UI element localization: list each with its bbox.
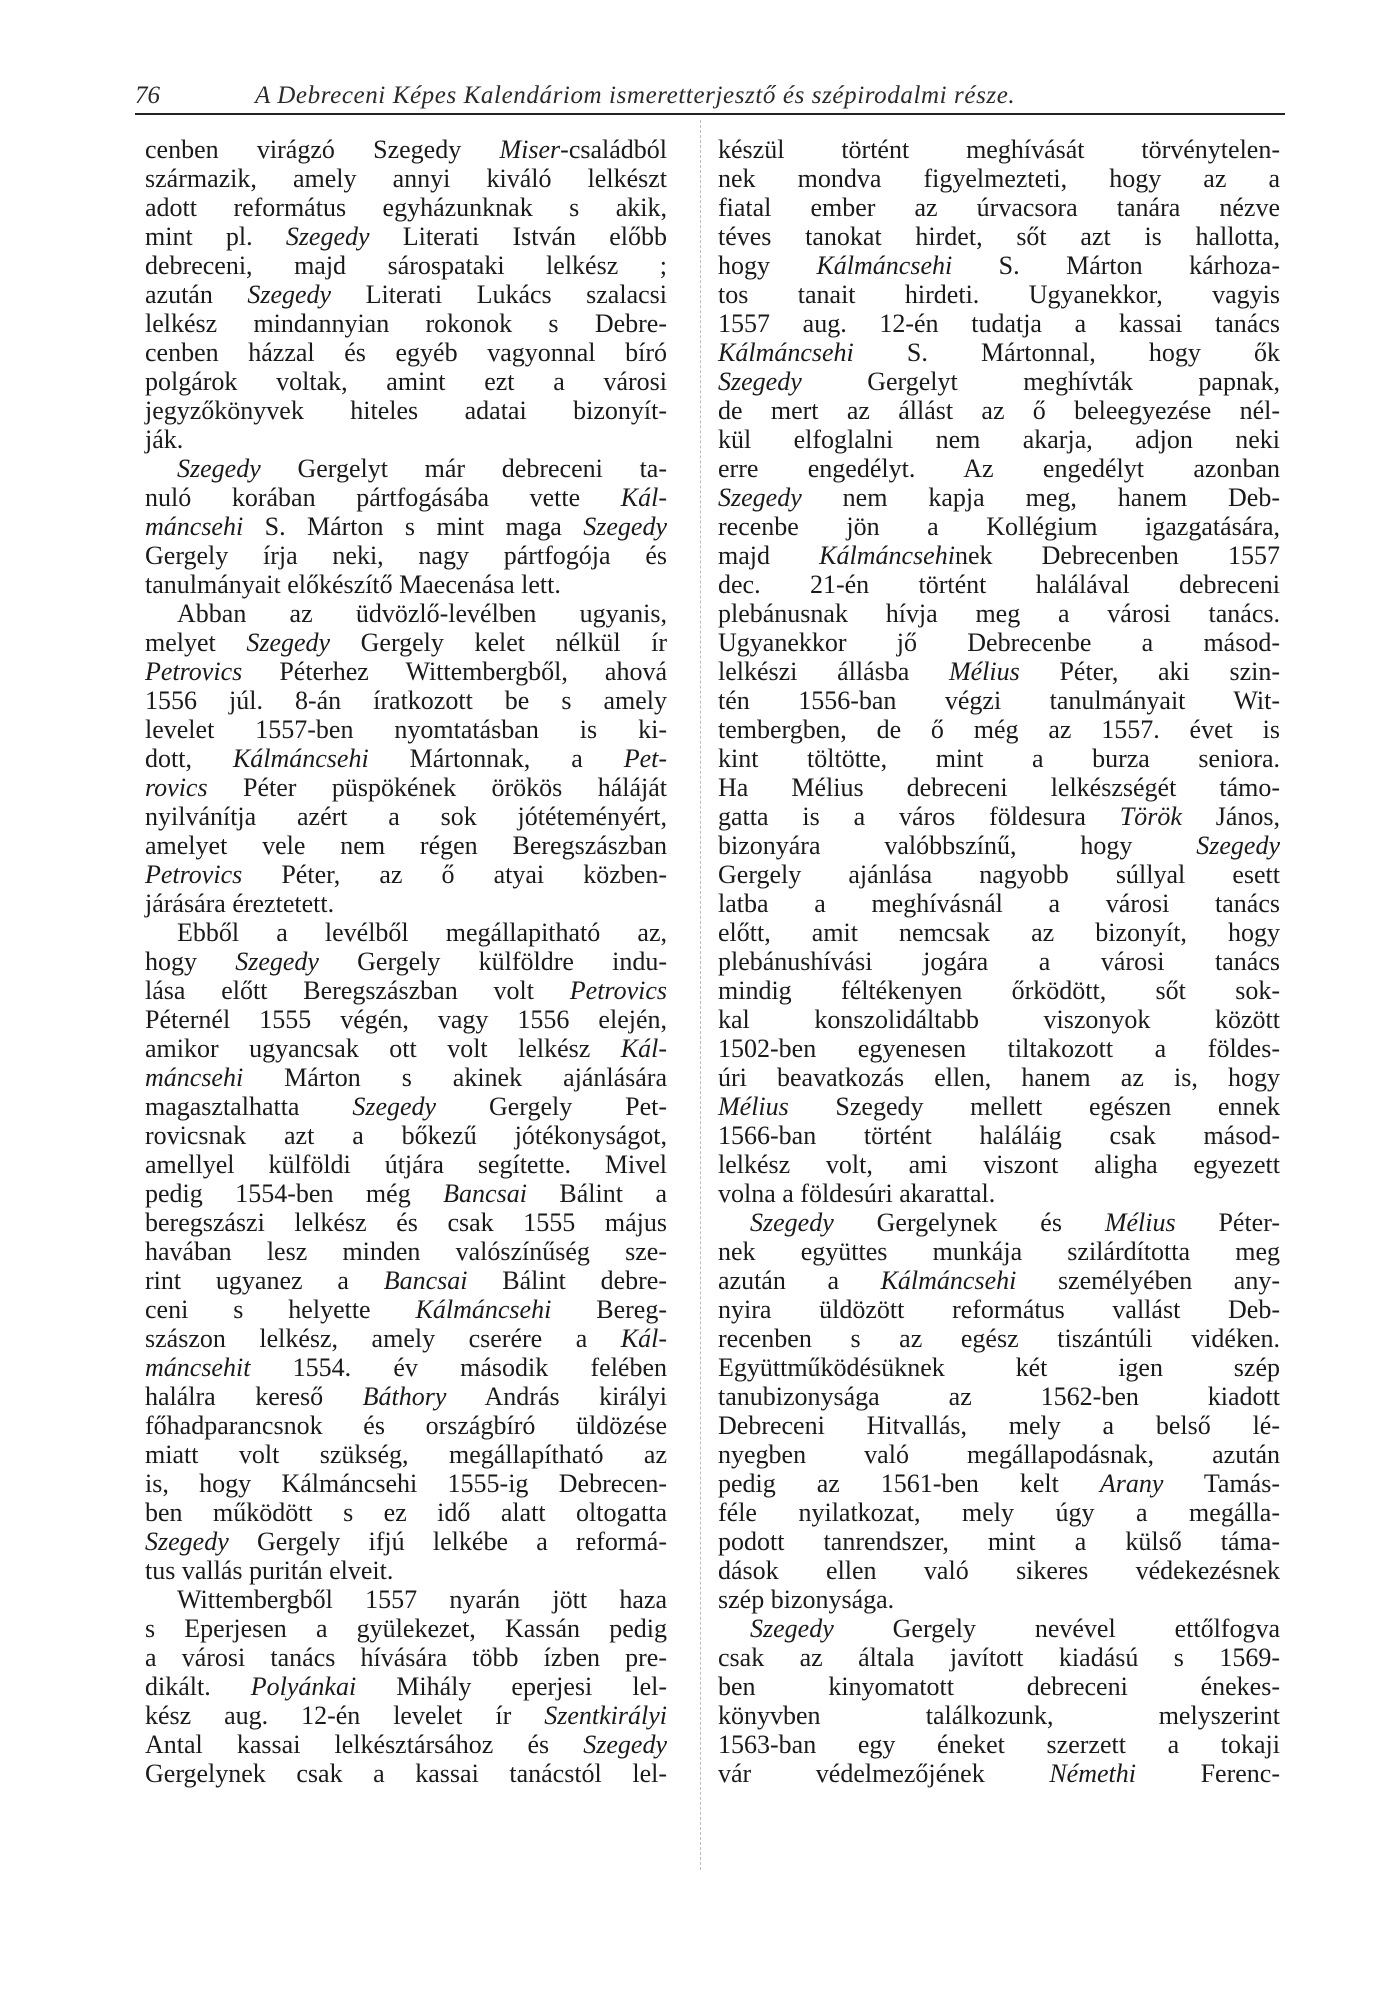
text-segment: Gergelynek csak a kassai tanácstól lel-: [145, 1759, 667, 1788]
text-segment: plebánushívási jogára a városi tanács: [718, 947, 1280, 976]
text-line: [145, 1411, 667, 1440]
text-segment: latba a meghívásnál a városi tanács: [718, 889, 1280, 918]
text-line: [145, 1643, 667, 1672]
text-segment: Gergely ajánlása nagyobb súllyal esett: [718, 860, 1280, 889]
text-segment: amelyet vele nem régen Beregszászban: [145, 831, 667, 860]
text-segment: személyében any-: [1016, 1266, 1280, 1295]
text-segment: bizonyára valóbbszínű, hogy: [718, 831, 1197, 860]
text-segment: nyilvánítja azért a sok jótéteményért,: [145, 802, 667, 831]
text-segment: nek együttes munkája szilárdította meg: [718, 1237, 1280, 1266]
text-line: [145, 338, 667, 367]
italic-name: Bancsai: [383, 1266, 468, 1295]
text-segment: miatt volt szükség, megállapítható az: [145, 1440, 667, 1469]
text-line: [718, 193, 1280, 222]
text-line: [145, 1469, 667, 1498]
italic-name: Petrovics: [145, 860, 243, 889]
text-segment: levelet 1557-ben nyomtatásban is ki-: [145, 715, 667, 744]
text-line: [145, 1440, 667, 1469]
text-line: [145, 1614, 667, 1643]
text-line: [145, 1701, 667, 1730]
text-line: [145, 1092, 667, 1121]
text-line: [145, 309, 667, 338]
text-line: [718, 1382, 1280, 1411]
text-segment: tus vallás puritán elveit.: [145, 1556, 394, 1585]
running-title: A Debreceni Képes Kalendáriom ismeretterjesztő és szépirodalmi része.: [255, 82, 1016, 109]
text-segment: azután a: [718, 1266, 881, 1295]
italic-name: Kálmáncsehi: [718, 338, 854, 367]
italic-name: Mélius: [718, 1092, 789, 1121]
text-segment: főhadparancsnok és országbíró üldözése: [145, 1411, 667, 1440]
text-segment: nyira üldözött református vallást Deb-: [718, 1295, 1280, 1324]
text-line: [718, 1585, 1280, 1614]
text-segment: Péternél 1555 végén, vagy 1556 elején,: [145, 1005, 667, 1034]
text-segment: podott tanrendszer, mint a külső táma-: [718, 1527, 1280, 1556]
italic-name: máncsehi: [145, 1063, 244, 1092]
text-segment: majd: [718, 541, 820, 570]
text-segment: Péter, az ő atyai közben-: [242, 860, 667, 889]
text-segment: tanubizonysága az 1562-ben kiadott: [718, 1382, 1280, 1411]
text-line: [718, 860, 1280, 889]
text-segment: Bereg-: [551, 1295, 667, 1324]
text-line: [718, 1353, 1280, 1382]
text-line: [145, 976, 667, 1005]
text-segment: ják.: [145, 425, 184, 454]
text-segment: járására éreztetett.: [145, 889, 335, 918]
italic-name: Kálmáncsehi: [816, 251, 953, 280]
text-segment: 1557 aug. 12-én tudatja a kassai tanács: [718, 309, 1280, 338]
text-line: [145, 570, 667, 599]
text-line: [145, 1556, 667, 1585]
text-line: [718, 1208, 1280, 1237]
text-line: [145, 918, 667, 947]
italic-name: Szegedy: [718, 367, 802, 396]
text-segment: Gergely Pet-: [436, 1092, 667, 1121]
text-segment: Péterhez Wittembergből, ahová: [242, 657, 667, 686]
text-line: [145, 512, 667, 541]
text-segment: mindig féltékenyen őrködött, sőt sok-: [718, 976, 1280, 1005]
text-line: [145, 1237, 667, 1266]
text-segment: Együttműködésüknek két igen szép: [718, 1353, 1280, 1382]
italic-name: Petrovics: [569, 976, 667, 1005]
text-segment: lelkészi állásba: [718, 657, 949, 686]
text-line: [718, 512, 1280, 541]
text-segment: a városi tanács hívására több ízben pre-: [145, 1643, 667, 1672]
italic-name: Kálmáncsehi: [232, 744, 369, 773]
text-line: [718, 454, 1280, 483]
text-line: [718, 686, 1280, 715]
italic-name: Szegedy: [1196, 831, 1280, 860]
text-line: [718, 628, 1280, 657]
text-line: [718, 1005, 1280, 1034]
text-segment: Szegedy mellett egészen ennek: [788, 1092, 1280, 1121]
text-line: [718, 599, 1280, 628]
text-line: [718, 425, 1280, 454]
text-line: [145, 947, 667, 976]
italic-name: Szegedy: [285, 222, 370, 251]
text-line: [718, 367, 1280, 396]
text-line: [718, 1469, 1280, 1498]
text-line: [718, 1411, 1280, 1440]
text-segment: szászon lelkész, amely cserére a: [145, 1324, 621, 1353]
text-line: [145, 483, 667, 512]
italic-name: Szegedy: [235, 947, 319, 976]
text-line: [145, 1005, 667, 1034]
text-line: [145, 1498, 667, 1527]
text-segment: nuló korában pártfogásába vette: [145, 483, 621, 512]
italic-name: Szegedy: [247, 280, 332, 309]
text-segment: tos tanait hirdeti. Ugyanekkor, vagyis: [718, 280, 1280, 309]
text-line: [145, 222, 667, 251]
text-line: [145, 1063, 667, 1092]
italic-name: Szegedy: [246, 628, 331, 657]
italic-name: Szegedy: [583, 1730, 667, 1759]
italic-name: Petrovics: [145, 657, 243, 686]
text-line: [718, 309, 1280, 338]
text-segment: Literati István előbb: [369, 222, 667, 251]
text-line: [145, 1034, 667, 1063]
left-column: [145, 135, 667, 1788]
text-segment: Tamás-: [1163, 1469, 1280, 1498]
text-line: [718, 1324, 1280, 1353]
text-segment: amikor ugyancsak ott volt lelkész: [145, 1034, 621, 1063]
text-line: [145, 135, 667, 164]
text-segment: Gergely külföldre indu-: [318, 947, 667, 976]
italic-name: Szegedy: [750, 1614, 834, 1643]
text-line: [718, 164, 1280, 193]
text-segment: Ebből a levélből megállapitható az,: [177, 918, 667, 947]
text-line: [718, 396, 1280, 425]
text-line: [145, 599, 667, 628]
italic-name: Mélius: [948, 657, 1020, 686]
text-line: [145, 802, 667, 831]
text-segment: tembergben, de ő még az 1557. évet is: [718, 715, 1280, 744]
text-segment: Antal kassai lelkésztársához és: [145, 1730, 584, 1759]
text-line: [145, 628, 667, 657]
text-segment: előtt, amit nemcsak az bizonyít, hogy: [718, 918, 1280, 947]
text-line: [145, 1672, 667, 1701]
text-segment: Ferenc-: [1135, 1759, 1280, 1788]
italic-name: Kálmáncsehi: [415, 1295, 552, 1324]
text-line: [718, 976, 1280, 1005]
text-segment: 1566-ban történt haláláig csak másod-: [718, 1121, 1280, 1150]
text-segment: Péter-: [1175, 1208, 1281, 1237]
italic-name: Pet-: [623, 744, 668, 773]
italic-name: Szegedy: [145, 1527, 229, 1556]
text-segment: Gergely kelet nélkül ír: [330, 628, 667, 657]
text-segment: dott,: [145, 744, 233, 773]
text-line: [718, 222, 1280, 251]
text-line: [145, 1179, 667, 1208]
italic-name: Szegedy: [750, 1208, 834, 1237]
text-segment: dec. 21-én történt halálával debreceni: [718, 570, 1280, 599]
text-line: [718, 1295, 1280, 1324]
text-line: [145, 715, 667, 744]
text-line: [718, 570, 1280, 599]
text-segment: téves tanokat hirdet, sőt azt is hallotta,: [718, 222, 1280, 251]
text-segment: Literati Lukács szalacsi: [331, 280, 667, 309]
text-segment: nyegben való megállapodásnak, azután: [718, 1440, 1280, 1469]
text-line: [718, 1701, 1280, 1730]
text-segment: Bálint debre-: [467, 1266, 668, 1295]
text-segment: Gergelyt már debreceni ta-: [260, 454, 667, 483]
text-segment: kész aug. 12-én levelet ír: [145, 1701, 545, 1730]
text-segment: ben kinyomatott debreceni énekes-: [718, 1672, 1280, 1701]
text-line: [718, 1266, 1280, 1295]
text-line: [718, 1730, 1280, 1759]
text-line: [145, 1150, 667, 1179]
italic-name: Kálmáncsehi: [819, 541, 955, 570]
text-segment: erre engedélyt. Az engedélyt azonban: [718, 454, 1280, 483]
text-segment: mint pl.: [145, 222, 286, 251]
text-segment: halálra kereső: [145, 1382, 363, 1411]
text-segment: amellyel külföldi útjára segítette. Mivel: [145, 1150, 667, 1179]
text-line: [145, 367, 667, 396]
text-segment: beregszászi lelkész és csak 1555 május: [145, 1208, 667, 1237]
text-line: [718, 773, 1280, 802]
italic-name: Szentkirályi: [544, 1701, 667, 1730]
text-line: [718, 1063, 1280, 1092]
text-segment: melyet: [145, 628, 247, 657]
italic-name: Török: [1119, 802, 1182, 831]
text-segment: polgárok voltak, amint ezt a városi: [145, 367, 667, 396]
text-line: [718, 744, 1280, 773]
text-line: [145, 1759, 667, 1788]
text-segment: ceni s helyette: [145, 1295, 416, 1324]
text-segment: András királyi: [446, 1382, 667, 1411]
text-segment: kint töltötte, mint a burza seniora.: [718, 744, 1280, 773]
text-segment: 1563-ban egy éneket szerzett a tokaji: [718, 1730, 1280, 1759]
text-segment: nem kapja meg, hanem Deb-: [801, 483, 1280, 512]
text-line: [718, 1237, 1280, 1266]
text-line: [718, 338, 1280, 367]
text-segment: rovicsnak azt a bőkezű jótékonyságot,: [145, 1121, 667, 1150]
italic-name: Kál-: [620, 1034, 667, 1063]
text-line: [718, 1498, 1280, 1527]
running-header: [135, 82, 1285, 112]
text-line: [718, 280, 1280, 309]
text-segment: Ha Mélius debreceni lelkészségét támo-: [718, 773, 1280, 802]
text-line: [145, 541, 667, 570]
text-segment: -családból: [560, 135, 667, 164]
text-segment: cenben virágzó Szegedy: [145, 135, 500, 164]
text-segment: s Eperjesen a gyülekezet, Kassán pedig: [145, 1614, 667, 1643]
text-segment: dások ellen való sikeres védekezésnek: [718, 1556, 1280, 1585]
text-segment: rint ugyanez a: [145, 1266, 384, 1295]
text-segment: adott református egyházunknak s akik,: [145, 193, 667, 222]
text-line: [718, 889, 1280, 918]
italic-name: Kál-: [620, 1324, 667, 1353]
text-segment: vár védelmezőjének: [718, 1759, 1050, 1788]
italic-name: rovics: [145, 773, 208, 802]
text-segment: havában lesz minden valószínűség sze-: [145, 1237, 667, 1266]
italic-name: Báthory: [362, 1382, 447, 1411]
text-line: [145, 454, 667, 483]
text-segment: lása előtt Beregszászban volt: [145, 976, 570, 1005]
text-segment: dikált.: [145, 1672, 251, 1701]
text-line: [718, 1440, 1280, 1469]
text-segment: Wittembergből 1557 nyarán jött haza: [177, 1585, 667, 1614]
text-segment: Péter, aki szin-: [1019, 657, 1280, 686]
text-segment: úri beavatkozás ellen, hanem az is, hogy: [718, 1063, 1280, 1092]
text-segment: Abban az üdvözlő-levélben ugyanis,: [177, 599, 667, 628]
text-segment: hogy: [718, 251, 817, 280]
italic-name: Szegedy: [583, 512, 667, 541]
text-segment: lelkész volt, ami viszont aligha egyezett: [718, 1150, 1280, 1179]
italic-name: Szegedy: [352, 1092, 437, 1121]
text-line: [145, 1527, 667, 1556]
text-line: [145, 1382, 667, 1411]
italic-name: Miser: [499, 135, 561, 164]
text-segment: is, hogy Kálmáncsehi 1555-ig Debrecen-: [145, 1469, 667, 1498]
text-line: [718, 831, 1280, 860]
text-line: [145, 889, 667, 918]
text-line: [718, 1759, 1280, 1788]
text-segment: hogy: [145, 947, 236, 976]
text-segment: cenben házzal és egyéb vagyonnal bíró: [145, 338, 667, 367]
text-segment: 1556 júl. 8-án íratkozott be s amely: [145, 686, 667, 715]
text-line: [145, 251, 667, 280]
text-line: [718, 483, 1280, 512]
text-segment: csak az általa javított kiadású s 1569-: [718, 1643, 1280, 1672]
italic-name: Kálmáncsehi: [880, 1266, 1017, 1295]
text-line: [145, 1730, 667, 1759]
text-line: [718, 1672, 1280, 1701]
text-line: [145, 831, 667, 860]
text-line: [718, 657, 1280, 686]
text-line: [718, 1556, 1280, 1585]
text-segment: Gergely írja neki, nagy pártfogója és: [145, 541, 667, 570]
text-segment: plebánusnak hívja meg a városi tanács.: [718, 599, 1280, 628]
text-line: [718, 1527, 1280, 1556]
text-line: [145, 193, 667, 222]
text-segment: kül elfoglalni nem akarja, adjon neki: [718, 425, 1280, 454]
text-segment: pedig 1554-ben még: [145, 1179, 444, 1208]
text-line: [718, 1179, 1280, 1208]
text-segment: Bálint a: [526, 1179, 667, 1208]
italic-name: Kál-: [620, 483, 667, 512]
text-segment: magasztalhatta: [145, 1092, 353, 1121]
right-column: [718, 135, 1280, 1788]
text-segment: azután: [145, 280, 248, 309]
text-line: [145, 1121, 667, 1150]
text-line: [145, 657, 667, 686]
text-segment: recenben s az egész tiszántúli vidéken.: [718, 1324, 1280, 1353]
text-line: [718, 1150, 1280, 1179]
text-line: [718, 541, 1280, 570]
text-segment: Márton s akinek ajánlására: [243, 1063, 667, 1092]
header-rule: [135, 113, 1285, 115]
text-segment: Gergely ifjú lelkébe a reformá-: [228, 1527, 667, 1556]
text-segment: Debreceni Hitvallás, mely a belső lé-: [718, 1411, 1280, 1440]
text-segment: de mert az állást az ő beleegyezése nél-: [718, 396, 1280, 425]
text-segment: gatta is a város földesura: [718, 802, 1120, 831]
text-segment: S. Mártonnal, hogy ők: [853, 338, 1280, 367]
text-line: [145, 164, 667, 193]
text-segment: nek Debrecenben 1557: [954, 541, 1280, 570]
text-line: [145, 860, 667, 889]
text-line: [718, 802, 1280, 831]
text-segment: tén 1556-ban végzi tanulmányait Wit-: [718, 686, 1280, 715]
text-segment: ben működött s ez idő alatt oltogatta: [145, 1498, 667, 1527]
text-line: [718, 251, 1280, 280]
text-segment: szép bizonysága.: [718, 1585, 895, 1614]
text-segment: Gergely nevével ettőlfogva: [833, 1614, 1280, 1643]
italic-name: Szegedy: [718, 483, 802, 512]
text-segment: nek mondva figyelmezteti, hogy az a: [718, 164, 1280, 193]
text-line: [718, 1614, 1280, 1643]
text-line: [718, 1092, 1280, 1121]
text-line: [145, 1353, 667, 1382]
text-segment: tanulmányait előkészítő Maecenása lett.: [145, 570, 561, 599]
text-segment: 1554. év második felében: [250, 1353, 667, 1382]
page-number: 76: [135, 82, 160, 109]
text-line: [718, 918, 1280, 947]
italic-name: Polyánkai: [250, 1672, 357, 1701]
text-segment: Mihály eperjesi lel-: [356, 1672, 667, 1701]
text-line: [145, 744, 667, 773]
italic-name: Mélius: [1104, 1208, 1176, 1237]
italic-name: Bancsai: [443, 1179, 527, 1208]
text-segment: készül történt meghívását törvénytelen-: [718, 135, 1280, 164]
text-segment: 1502-ben egyenesen tiltakozott a földes-: [718, 1034, 1280, 1063]
text-segment: S. Márton kárhoza-: [952, 251, 1281, 280]
text-line: [145, 1585, 667, 1614]
text-segment: volna a földesúri akarattal.: [718, 1179, 996, 1208]
italic-name: máncsehi: [145, 512, 244, 541]
text-segment: jegyzőkönyvek hiteles adatai bizonyít-: [145, 396, 667, 425]
text-line: [718, 1121, 1280, 1150]
text-segment: Gergelynek és: [833, 1208, 1105, 1237]
text-line: [145, 396, 667, 425]
text-line: [145, 1324, 667, 1353]
text-segment: János,: [1181, 802, 1281, 831]
text-segment: származik, amely annyi kiváló lelkészt: [145, 164, 667, 193]
text-segment: könyvben találkozunk, melyszerint: [718, 1701, 1280, 1730]
text-segment: féle nyilatkozat, mely úgy a megálla-: [718, 1498, 1280, 1527]
text-segment: Gergelyt meghívták papnak,: [801, 367, 1280, 396]
text-line: [718, 947, 1280, 976]
text-segment: S. Márton s mint maga: [243, 512, 584, 541]
text-segment: Mártonnak, a: [368, 744, 624, 773]
text-line: [145, 686, 667, 715]
text-line: [145, 1208, 667, 1237]
text-line: [718, 135, 1280, 164]
text-line: [145, 1266, 667, 1295]
text-line: [145, 1295, 667, 1324]
text-segment: lelkész mindannyian rokonok s Debre-: [145, 309, 667, 338]
italic-name: Szegedy: [177, 454, 261, 483]
text-segment: Ugyanekkor jő Debrecenbe a másod-: [718, 628, 1280, 657]
text-line: [718, 1643, 1280, 1672]
text-line: [145, 280, 667, 309]
text-segment: kal konszolidáltabb viszonyok között: [718, 1005, 1280, 1034]
text-segment: recenbe jön a Kollégium igazgatására,: [718, 512, 1280, 541]
text-segment: pedig az 1561-ben kelt: [718, 1469, 1100, 1498]
italic-name: máncsehit: [145, 1353, 251, 1382]
text-segment: Péter püspökének örökös háláját: [207, 773, 667, 802]
text-line: [718, 1034, 1280, 1063]
text-line: [718, 715, 1280, 744]
text-segment: fiatal ember az úrvacsora tanára nézve: [718, 193, 1280, 222]
column-divider: [700, 120, 701, 1870]
text-segment: debreceni, majd sárospataki lelkész ;: [145, 251, 667, 280]
text-line: [145, 773, 667, 802]
italic-name: Arany: [1099, 1469, 1164, 1498]
text-line: [145, 425, 667, 454]
italic-name: Némethi: [1049, 1759, 1136, 1788]
